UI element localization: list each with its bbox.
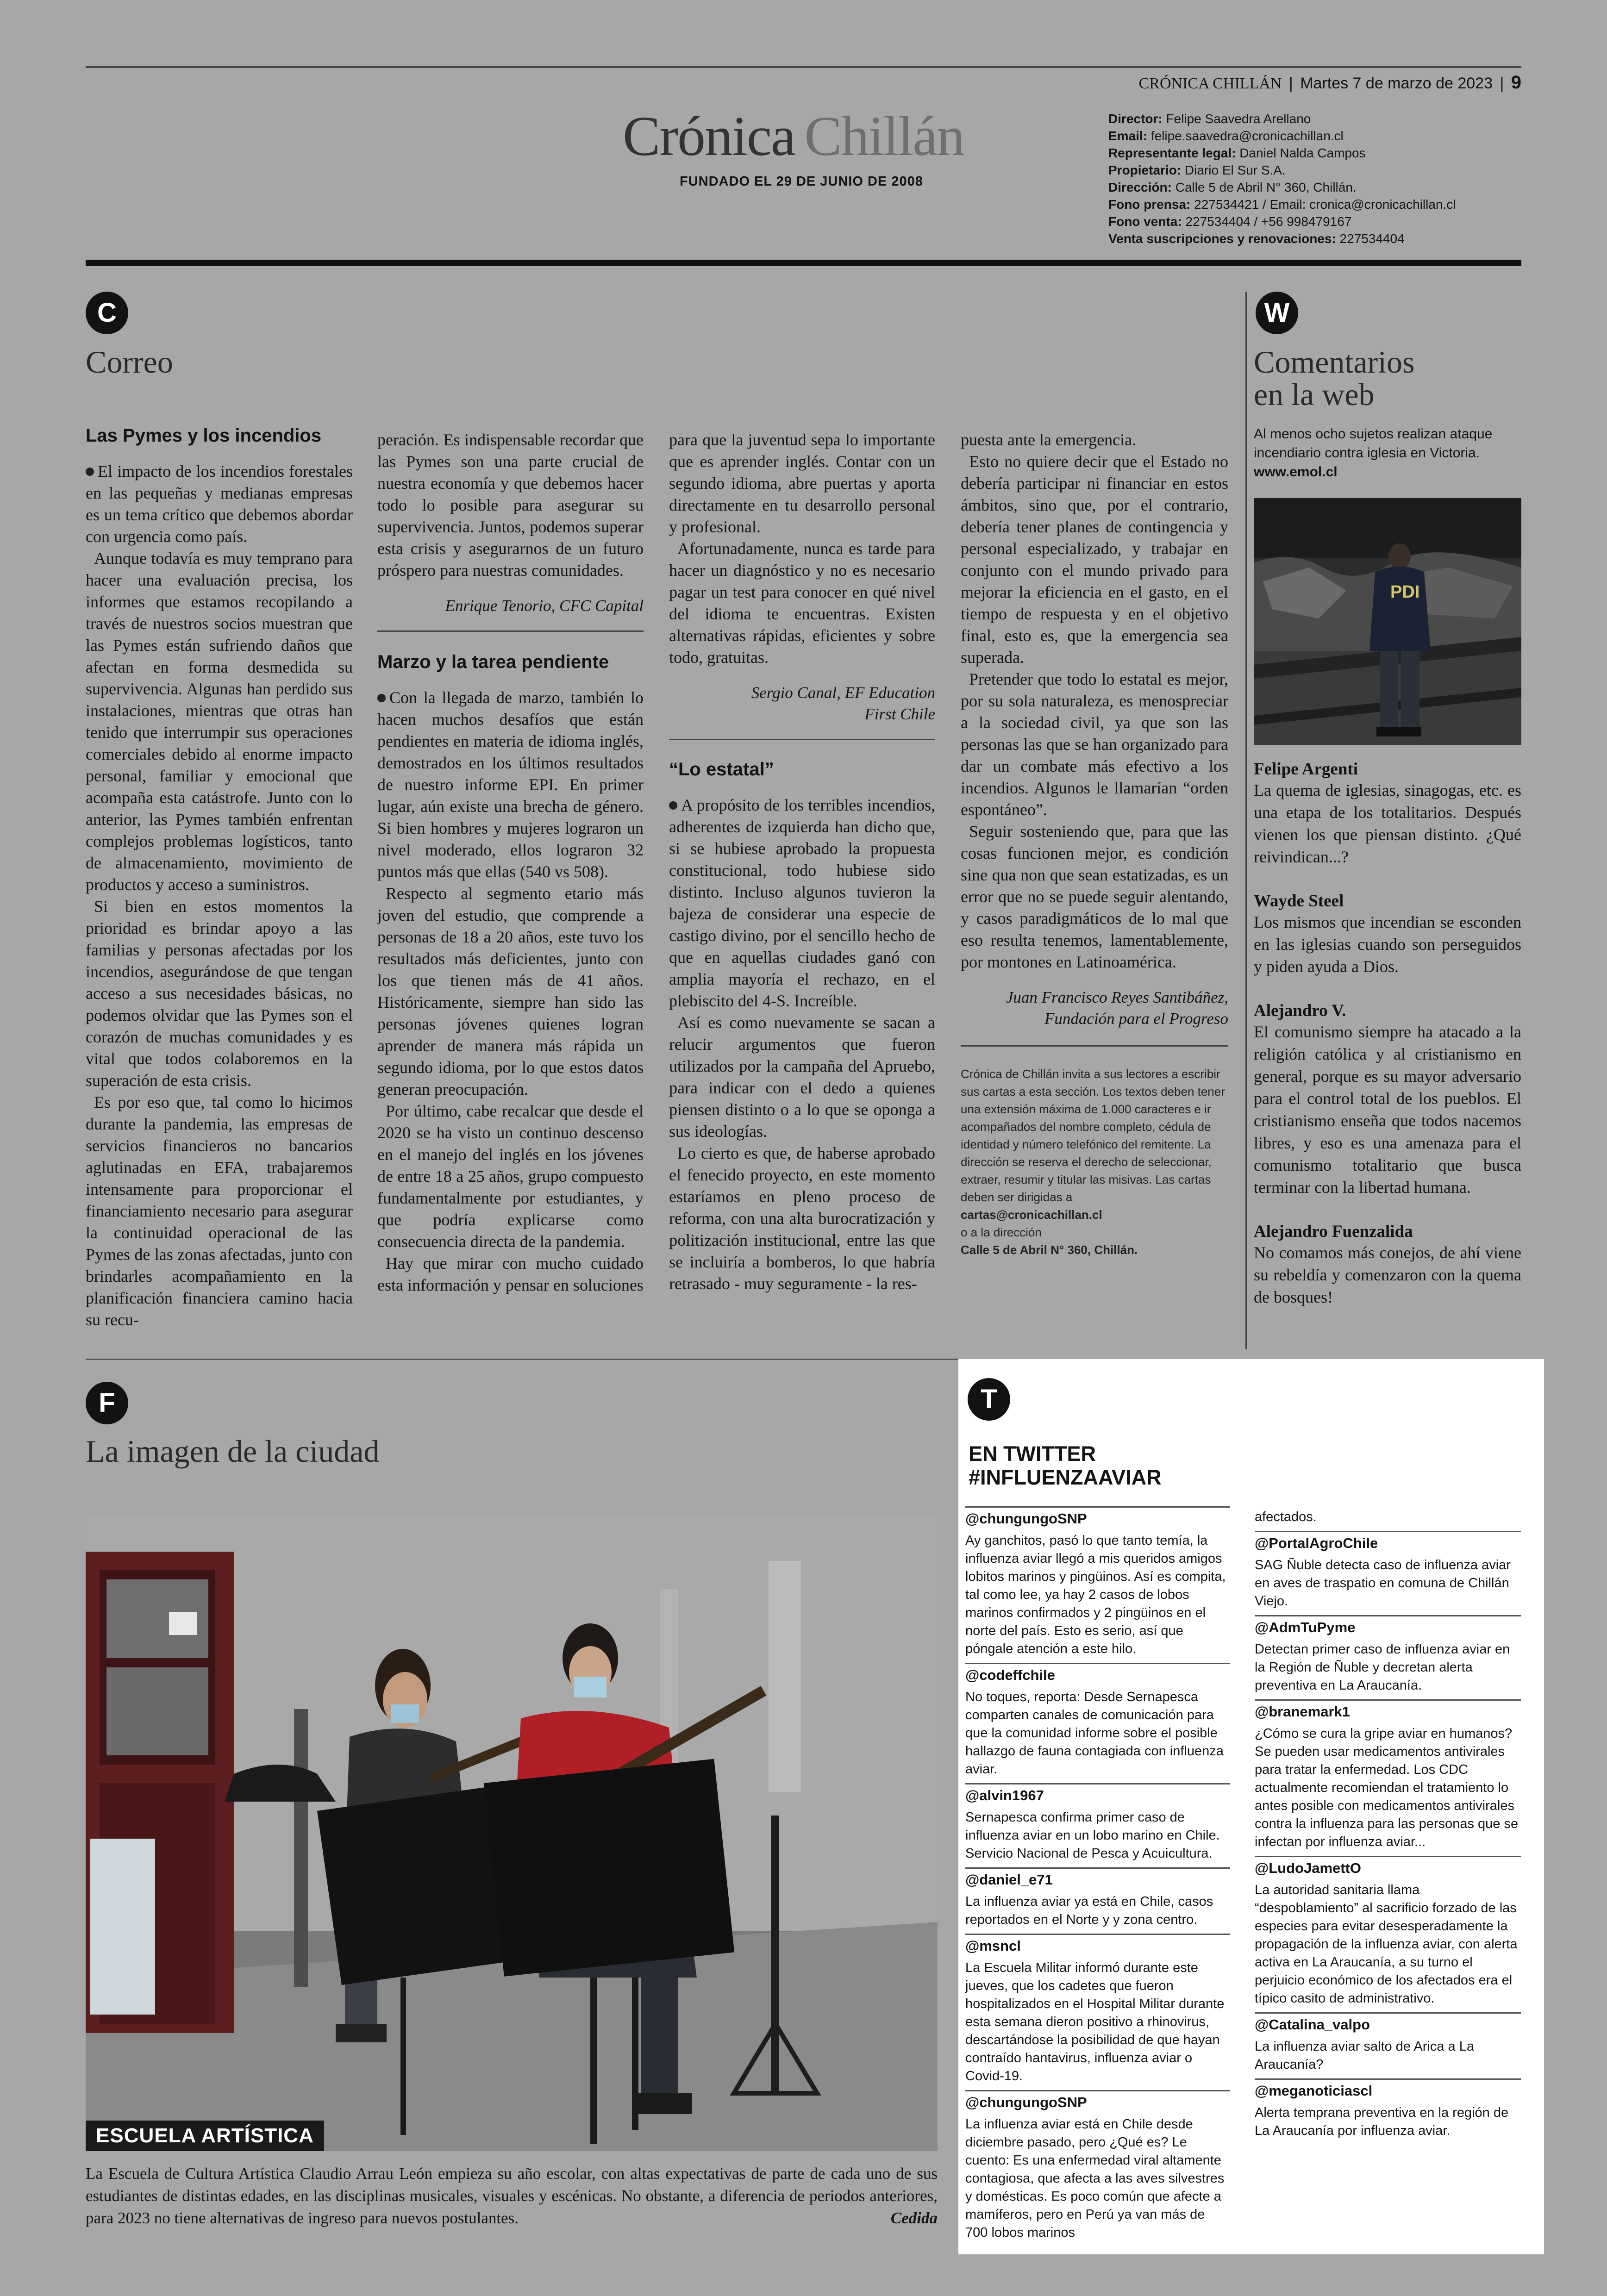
tweet-handle[interactable]: @Catalina_valpo <box>1255 2012 1521 2033</box>
twitter-title-line: #INFLUENZAAVIAR <box>969 1466 1162 1489</box>
tweets-col2 <box>1255 1508 1521 2143</box>
web-title-line: en la web <box>1254 377 1375 412</box>
tweet-handle[interactable]: @msncl <box>965 1934 1230 1954</box>
letter-divider <box>377 630 644 632</box>
masthead-line: Fono prensa: 227534421 / Email: cronica@cronicachillan.cl <box>1108 197 1456 212</box>
photo-credit: Cedida <box>890 2209 938 2227</box>
tweet-text: La autoridad sanitaria llama “despoblamiento” al sacrificio forzado de las especies para evitar desesperadamente la propagación de la influenza aviar, con alerta activa en La Araucanía, a su turno el perjuicio económico de los afectados era el típico casito de administrativo. <box>1255 1883 1518 2006</box>
letter-title: “Lo estatal” <box>669 759 774 780</box>
correo-badge: C <box>86 292 128 334</box>
running-head: CRÓNICA CHILLÁN | Martes 7 de marzo de 2023 | 9 <box>1138 72 1521 93</box>
tweet-handle[interactable]: @LudoJamettO <box>1255 1856 1521 1877</box>
section-divider <box>86 1359 958 1360</box>
paragraph: Con la llegada de marzo, también lo hacen muchos desafíos que están pendientes en materia de idioma inglés, demostrados en los últimos resultados de nuestro informe EPI. En primer lugar, aún existe una brecha de género. Si bien hombres y mujeres lograron un nivel moderado, ellos lograron 32 puntos más que ellas (540 vs 508). <box>377 688 644 881</box>
logo <box>623 106 964 167</box>
comment-author: Alejandro V. <box>1254 1001 1346 1020</box>
tweet-text: Alerta temprana preventiva en la región de La Araucanía por influenza aviar. <box>1255 2105 1509 2138</box>
submission-notice <box>961 1065 1228 1259</box>
caption-text: La Escuela de Cultura Artística Claudio Arrau León empieza su año escolar, con altas expectativas de parte de cada uno de sus estudiantes de distintas edades, en las disciplinas musicales, visuales y escénicas. No obstante, a diferencia de periodos anteriores, para 2023 no tiene alternativas de ingreso para nuevos postulantes. <box>86 2165 938 2227</box>
letter-divider <box>961 1045 1228 1047</box>
letter-title: Las Pymes y los incendios <box>86 425 322 446</box>
founded-line: FUNDADO EL 29 DE JUNIO DE 2008 <box>680 174 923 189</box>
tweet-handle[interactable]: @chungungoSNP <box>965 2090 1230 2111</box>
letter-signature: First Chile <box>864 705 935 723</box>
page-number: 9 <box>1511 72 1521 93</box>
top-rule <box>86 66 1521 68</box>
web-headline: Al menos ocho sujetos realizan ataque incendiario contra iglesia en Victoria. <box>1254 426 1493 461</box>
paragraph: Respecto al segmento etario más joven del estudio, que comprende a personas de 18 a 20 años, este tuvo los resultados más deficientes, junto con los que tienen más de 41 años. Históricamente, siempre han sido las personas jóvenes quienes logran aprender de manera más rápida un segundo idioma, por lo que estos datos generan preocupación. <box>377 884 644 1098</box>
notice-email[interactable]: cartas@cronicachillan.cl <box>961 1208 1102 1222</box>
bullet-icon <box>669 801 677 810</box>
comment-text: El comunismo siempre ha atacado a la religión católica y al cristianismo en general, porque es su mayor adversario para el control total de los pueblos. El cristianismo enseña que todos nacemos libres, y eso es una amenaza para el comunismo totalitario que busca terminar con la libertad humana. <box>1254 1023 1521 1197</box>
letter-signature: Fundación para el Progreso <box>1044 1010 1228 1028</box>
guitar-students-illustration <box>86 1515 938 2151</box>
running-head-paper: CRÓNICA CHILLÁN <box>1138 75 1282 92</box>
masthead-line: Propietario: Diario El Sur S.A. <box>1108 163 1286 177</box>
tweet-text: Detectan primer caso de influenza aviar en la Región de Ñuble y decretan alerta preventiva en La Araucanía. <box>1255 1642 1510 1693</box>
tweet-text: No toques, reporta: Desde Sernapesca comparten canales de comunicación para que la comunidad informe sobre el posible hallazgo de fauna contagiada con influenza aviar. <box>965 1690 1224 1777</box>
paragraph: Esto no quiere decir que el Estado no debería participar ni financiar en estos ámbitos, sino que, por el contrario, debería tener planes de contingencia y personal especializado, y trabajar en conjunto con el mundo privado para mejorar la eficiencia en el gasto, en el tiempo de respuesta y en el objetivo final, esto es, que la emergencia sea superada. <box>961 452 1228 667</box>
web-title-line: Comentarios <box>1254 344 1415 380</box>
twitter-title-line: EN TWITTER <box>969 1442 1096 1466</box>
web-badge: W <box>1256 292 1298 334</box>
tweet-handle[interactable]: @PortalAgroChile <box>1255 1531 1521 1552</box>
comment-author: Alejandro Fuenzalida <box>1254 1222 1413 1241</box>
paragraph: Aunque todavía es muy temprano para hacer una evaluación precisa, los informes que estamos recopilando a través de nuestros socios muestran que las Pymes están sufriendo daños que afectan en forma desmedida su supervivencia. Algunas han perdido sus instalaciones, mientras que otras han tenido que interrumpir sus operaciones comerciales debido al enorme impacto personal, familiar y emocional que acompaña esta catástrofe. Junto con lo anterior, las Pymes también enfrentan complejos problemas logísticos, tanto de almacenamiento, movimiento de productos y acceso a suministros. <box>86 549 353 894</box>
paragraph: Seguir sosteniendo que, para que las cosas funcionen mejor, es condición sine qua non que sean estatizadas, es un error que no se puede seguir alentando, y casos paradigmáticos de lo mal que eso resulta tenemos, lamentablemente, por montones en Latinoamérica. <box>961 822 1228 971</box>
tweet-text: SAG Ñuble detecta caso de influenza aviar en aves de traspatio en comuna de Chillán Viejo. <box>1255 1558 1511 1609</box>
paragraph: Si bien en estos momentos la prioridad es brindar apoyo a las familias y personas afectadas por los incendios, asegurándose de que tengan acceso a sus necesidades básicas, no podemos olvidar que las Pymes son el corazón de muchas comunidades y es vital que todos colaboremos en la superación de esta crisis. <box>86 897 353 1090</box>
photo-tag: ESCUELA ARTÍSTICA <box>86 2121 324 2151</box>
paragraph: A propósito de los terribles incendios, adherentes de izquierda han dicho que, si se hubiese aprobado la propuesta constitucional, todo hubiese sido distinto. Incluso algunos tuvieron la bajeza de considerar una especie de castigo divino, por el sencillo hecho de que en aquellas ciudades ganó con amplia mayoría el rechazo, en el plebiscito del 4-S. Increíble. <box>669 796 935 1010</box>
bullet-icon <box>86 468 94 476</box>
tweet-text: Sernapesca confirma primer caso de influenza aviar en un lobo marino en Chile. Servicio Nacional de Pesca y Acuicultura. <box>965 1810 1220 1861</box>
city-photo <box>86 1515 938 2151</box>
letter-col3 <box>669 429 935 1295</box>
masthead-line: Email: felipe.saavedra@cronicachillan.cl <box>1108 129 1344 143</box>
masthead-line: Fono venta: 227534404 / +56 998479167 <box>1108 214 1352 229</box>
comment-text: No comamos más conejos, de ahí viene su rebeldía y comenzaron con la quema de bosques! <box>1254 1243 1521 1306</box>
paragraph: Es por eso que, tal como lo hicimos durante la pandemia, las empresas de servicios financieros no bancarios aglutinadas en EFA, trabajaremos intensamente para proporcionar el financiamiento necesario para asegurar la continuidad operacional de las Pymes de las zonas afectadas, junto con brindarles acompañamiento en la planificación financiera camino hacia su recu- <box>86 1093 353 1329</box>
twitter-title <box>969 1442 1162 1489</box>
tweet-continued-text: afectados. <box>1255 1510 1317 1524</box>
tweet-handle[interactable]: @alvin1967 <box>965 1783 1230 1804</box>
paragraph: Por último, cabe recalcar que desde el 2020 se ha visto un continuo descenso en el manejo del inglés en los jóvenes de entre 18 a 25 años, grupo compuesto fundamentalmente por estudiantes, y que podría explicarse como consecuencia directa de la pandemia. <box>377 1102 644 1251</box>
masthead-line: Director: Felipe Saavedra Arellano <box>1108 112 1311 126</box>
fire-scene-illustration <box>1254 498 1521 745</box>
notice-address: Calle 5 de Abril N° 360, Chillán. <box>961 1243 1138 1257</box>
letter-divider <box>669 739 935 740</box>
comment-author: Wayde Steel <box>1254 892 1344 911</box>
letter-signature: Enrique Tenorio, CFC Capital <box>445 597 644 615</box>
comment-text: La quema de iglesias, sinagogas, etc. es una etapa de los totalitarios. Después vienen los que piensan distinto. ¿Qué reivindican...? <box>1254 781 1521 866</box>
bullet-icon <box>377 694 386 702</box>
tweet-text: La Escuela Militar informó durante este jueves, que los cadetes que fueron hospitalizados en el Hospital Militar durante esta semana dieron positivo a rhinovirus, descartándose la posibilidad de que hayan contraído hantavirus, influenza aviar o Covid-19. <box>965 1960 1225 2084</box>
masthead <box>1108 110 1525 247</box>
letter-title: Marzo y la tarea pendiente <box>377 652 609 672</box>
masthead-line: Dirección: Calle 5 de Abril N° 360, Chillán. <box>1108 180 1357 194</box>
tweet-text: La influenza aviar está en Chile desde diciembre pasado, pero ¿Qué es? Le cuento: Es una enfermedad viral altamente contagiosa, que afecta a las aves silvestres y domésticas. Es poco común que afecte a mamíferos, pero en Perú ya van más de 700 lobos marinos <box>965 2117 1225 2240</box>
tweet-text: La influenza aviar ya está en Chile, casos reportados en el Norte y y zona centro. <box>965 1894 1213 1927</box>
letter-signature: Sergio Canal, EF Education <box>751 684 935 702</box>
paragraph: Hay que mirar con mucho cuidado esta información y pensar en soluciones <box>377 1254 644 1294</box>
logo-word-cronica: Crónica <box>623 105 795 168</box>
logo-word-chillan: Chillán <box>804 105 964 168</box>
paragraph: El impacto de los incendios forestales en las pequeñas y medianas empresas es un tema crítico que debemos abordar con urgencia como país. <box>86 462 353 546</box>
web-photo <box>1254 498 1521 745</box>
letter-signature: Juan Francisco Reyes Santibáñez, <box>1006 988 1228 1006</box>
notice-or: o a la dirección <box>961 1225 1042 1239</box>
web-comments <box>1254 759 1521 1308</box>
web-headline-block <box>1254 424 1521 481</box>
web-title <box>1254 346 1415 411</box>
letter-col4 <box>961 429 1228 1259</box>
twitter-badge: T <box>968 1378 1010 1421</box>
web-source-link[interactable]: www.emol.cl <box>1254 464 1338 480</box>
letter-pymes-col1 <box>86 425 353 1331</box>
photo-caption <box>86 2163 938 2229</box>
tweet-handle[interactable]: @daniel_e71 <box>965 1867 1230 1888</box>
paragraph: Afortunadamente, nunca es tarde para hacer un diagnóstico y no es necesario pagar un test para conocer en qué nivel del idioma te encuentras. Existen alternativas rápidas, eficientes y sobre todo, gratuitas. <box>669 539 935 667</box>
comment-author: Felipe Argenti <box>1254 760 1358 779</box>
tweet-handle[interactable]: @AdmTuPyme <box>1255 1615 1521 1636</box>
paragraph: Pretender que todo lo estatal es mejor, por su sola naturaleza, es menospreciar a la sociedad civil, ya que son las personas las que se han organizado para dar un combate más efectivo a los incendios. Algunos le llamarían “orden espontáneo”. <box>961 670 1228 819</box>
tweet-text: ¿Cómo se cura la gripe aviar en humanos? Se pueden usar medicamentos antivirales para tratar la enfermedad. Los CDC actualmente recomiendan el tratamiento lo antes posible con medicamentos antivirales contra la influenza para las personas que se infectan por influenza aviar... <box>1255 1726 1519 1849</box>
comment-text: Los mismos que incendian se esconden en las iglesias cuando son perseguidos y piden ayuda a Dios. <box>1254 913 1521 976</box>
header-thick-rule <box>86 260 1521 266</box>
paragraph: puesta ante la emergencia. <box>961 430 1137 449</box>
notice-text: Crónica de Chillán invita a sus lectores a escribir sus cartas a esta sección. Los textos deben tener una extensión máxima de 1.000 caracteres e ir acompañados del nombre completo, cédula de identidad y número telefónico del remitente. La dirección se reserva el derecho de seleccionar, extraer, resumir y titular las misivas. Las cartas deben ser dirigidas a <box>961 1067 1225 1204</box>
tweet-handle[interactable]: @branemark1 <box>1255 1699 1521 1720</box>
paragraph: para que la juventud sepa lo importante que es aprender inglés. Contar con un segundo idioma, abre puertas y aporta directamente en tu desarrollo personal y profesional. <box>669 430 935 536</box>
tweet-handle[interactable]: @codeffchile <box>965 1663 1230 1684</box>
paragraph: Lo cierto es que, de haberse aprobado el fenecido proyecto, en este momento estaríamos en pleno proceso de reforma, con una alta burocratización y politización institucional, entre las que se incluiría a bomberos, lo que habría retrasado - muy seguramente - la res- <box>669 1144 935 1293</box>
paragraph: Así es como nuevamente se sacan a relucir argumentos que fueron utilizados por la campaña del Apruebo, para indicar con el dedo a quienes piensen distinto o a lo que se oponga a sus ideologías. <box>669 1013 935 1141</box>
column-divider <box>1245 292 1247 1349</box>
tweet-text: La influenza aviar salto de Arica a La Araucanía? <box>1255 2039 1474 2072</box>
masthead-line: Venta suscripciones y renovaciones: 227534404 <box>1108 231 1405 246</box>
tweet-handle[interactable]: @chungungoSNP <box>965 1506 1230 1527</box>
running-head-date: Martes 7 de marzo de 2023 <box>1300 75 1493 92</box>
letter-col2 <box>377 429 644 1296</box>
masthead-line: Representante legal: Daniel Nalda Campos <box>1108 146 1366 160</box>
correo-title: Correo <box>86 344 173 380</box>
imagen-badge: F <box>86 1382 128 1424</box>
photo-vest-label: PDI <box>1390 582 1420 602</box>
paragraph: peración. Es indispensable recordar que las Pymes son una parte crucial de nuestra economía y que debemos hacer todo lo posible para asegurar su supervivencia. Juntos, podemos superar esta crisis y asegurarnos de un futuro próspero para nuestras comunidades. <box>377 430 644 580</box>
tweets-col1 <box>965 1504 1230 2245</box>
tweet-handle[interactable]: @meganoticiascl <box>1255 2078 1521 2099</box>
imagen-title: La imagen de la ciudad <box>86 1434 380 1469</box>
tweet-text: Ay ganchitos, pasó lo que tanto temía, la influenza aviar llegó a mis queridos amigos lobitos marinos y pingüinos. Así es compita, tal como lee, ya hay 2 casos de lobos marinos confirmados y 2 pingüinos en el norte del país. Esto es serio, así que póngale atención a este hilo. <box>965 1533 1226 1656</box>
